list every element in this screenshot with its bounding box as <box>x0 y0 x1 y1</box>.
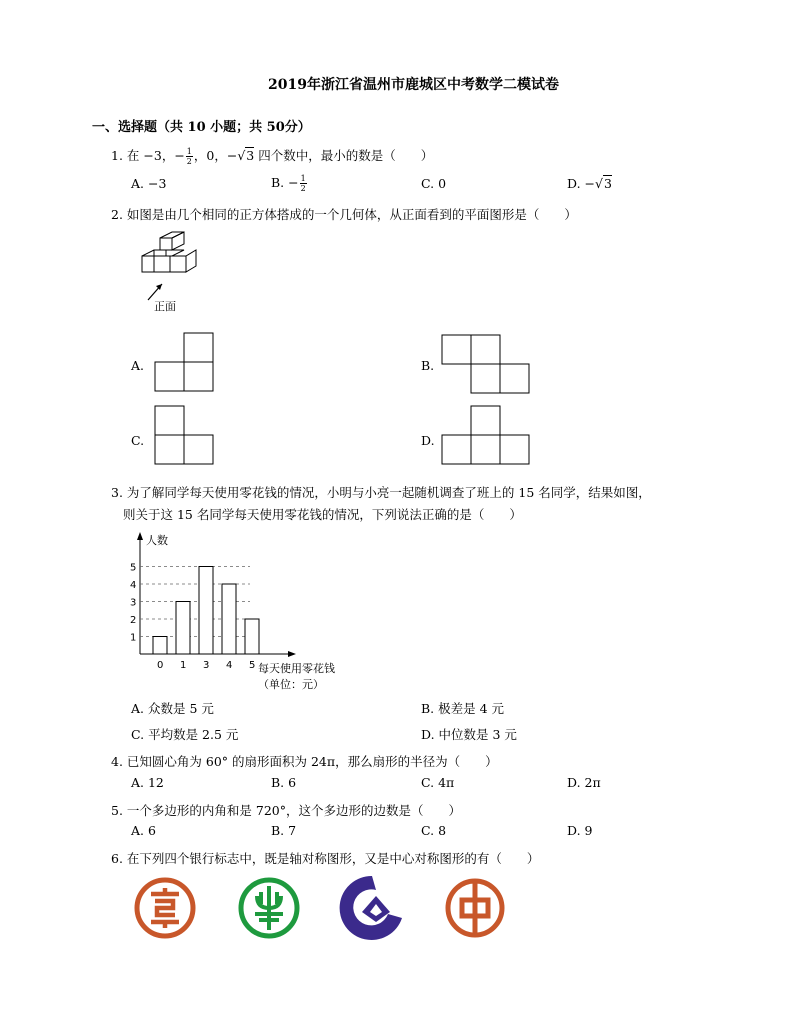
bank-logo-2-icon <box>235 874 303 942</box>
bar-chart <box>126 530 366 692</box>
y-tick-label: 5 <box>130 562 137 574</box>
question-4: 4. 已知圆心角为 60° 的扇形面积为 24π，那么扇形的半径为（ ） <box>111 754 498 769</box>
sqrt-value: 3 <box>246 148 255 163</box>
option-b[interactable]: B. − $\frac{1}{2}$ <box>271 174 306 193</box>
option-d[interactable]: D. 中位数是 3 元 <box>421 727 517 742</box>
option-d[interactable]: D. 2π <box>567 775 601 790</box>
option-c[interactable]: C. 平均数是 2.5 元 <box>131 727 239 742</box>
x-tick-label: 0 <box>157 660 164 671</box>
option-d[interactable]: D. −√3 <box>567 176 612 191</box>
option-a[interactable]: A. <box>131 358 145 373</box>
x-axis-unit: （单位：元） <box>258 678 324 691</box>
question-number: 1. <box>111 148 123 163</box>
question-2: 2. 如图是由几个相同的正方体搭成的一个几何体，从正面看到的平面图形是（ ） <box>111 207 577 222</box>
question-3-line1: 3. 为了解同学每天使用零花钱的情况，小明与小亮一起随机调查了班上的 15 名同学，结果如图， <box>111 485 651 500</box>
question-6: 6. 在下列四个银行标志中，既是轴对称图形，又是中心对称图形的有（ ） <box>111 851 540 866</box>
section-header: 一、选择题（共 10 小题；共 50分） <box>92 120 311 135</box>
option-a[interactable]: A. 6 <box>131 823 156 838</box>
question-text-end: 四个数中，最小的数是（ ） <box>254 148 434 163</box>
bank-logo-1-icon <box>131 874 199 942</box>
option-c-figure <box>154 405 216 467</box>
y-tick-label: 1 <box>130 632 137 644</box>
option-c[interactable]: C. 8 <box>421 823 447 838</box>
option-c[interactable]: C. 0 <box>421 176 447 191</box>
x-tick-label: 5 <box>249 660 256 671</box>
option-b[interactable]: B. 极差是 4 元 <box>421 701 505 716</box>
x-tick-label: 4 <box>226 660 233 671</box>
x-tick-label: 1 <box>180 660 187 671</box>
option-d-figure <box>441 405 531 467</box>
question-5: 5. 一个多边形的内角和是 720°，这个多边形的边数是（ ） <box>111 803 461 818</box>
bar <box>199 567 213 655</box>
option-b[interactable]: B. 7 <box>271 823 297 838</box>
option-a[interactable]: A. −3 <box>131 176 167 191</box>
option-c[interactable]: C. 4π <box>421 775 455 790</box>
bar <box>245 619 259 654</box>
bank-logo-4-icon <box>441 874 509 942</box>
bank-logo-3-icon <box>336 872 408 944</box>
option-d[interactable]: D. <box>421 433 435 448</box>
question-1: 1. 在 −3，− $\frac{1}{2}$ ，0，−√3 四个数中，最小的数是（ ） <box>111 147 434 166</box>
option-d[interactable]: D. 9 <box>567 823 593 838</box>
y-tick-label: 2 <box>130 615 137 626</box>
bar <box>222 584 236 654</box>
x-axis-arrow <box>288 651 296 657</box>
option-b[interactable]: B. <box>421 358 435 373</box>
y-axis-arrow <box>137 532 143 540</box>
option-b-figure <box>441 334 531 396</box>
option-b[interactable]: B. 6 <box>271 775 297 790</box>
option-a[interactable]: A. 众数是 5 元 <box>131 701 214 716</box>
x-tick-label: 3 <box>203 660 210 671</box>
y-tick-label: 4 <box>130 580 137 591</box>
cube-figure <box>134 228 204 316</box>
y-axis-label: 人数 <box>146 534 168 547</box>
page-title: 2019年浙江省温州市鹿城区中考数学二模试卷 <box>268 77 559 93</box>
bar <box>153 637 167 655</box>
option-c[interactable]: C. <box>131 433 145 448</box>
bar <box>176 602 190 655</box>
x-axis-label: 每天使用零花钱 <box>258 662 335 675</box>
question-text: 在 −3，− <box>126 148 185 163</box>
question-3-line2: 则关于这 15 名同学每天使用零花钱的情况，下列说法正确的是（ ） <box>123 507 522 522</box>
option-a-figure <box>154 332 216 394</box>
option-a[interactable]: A. 12 <box>131 775 164 790</box>
front-label: 正面 <box>154 300 176 313</box>
question-text-mid: ，0，− <box>193 148 238 163</box>
fraction: $\frac{1}{2}$ <box>186 147 192 166</box>
y-tick-label: 3 <box>130 597 137 609</box>
